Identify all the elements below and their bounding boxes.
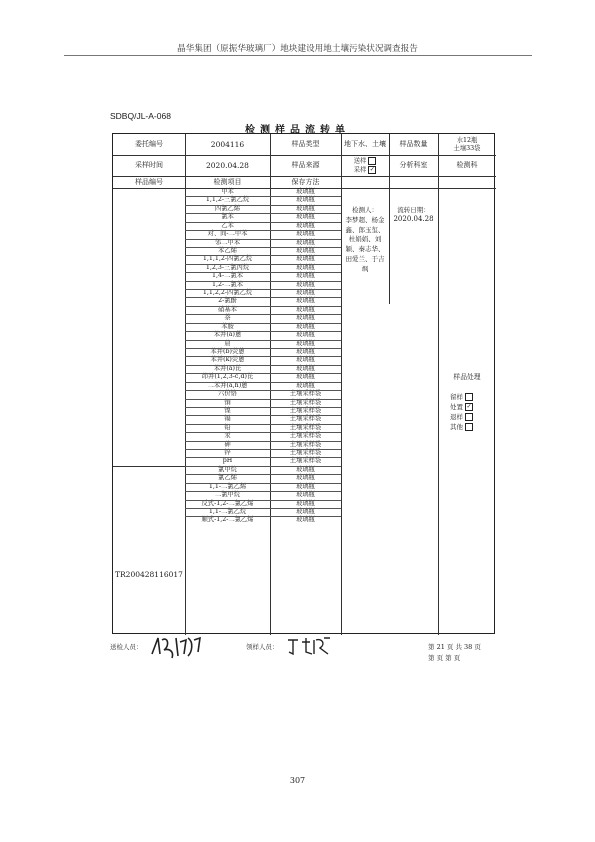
sample-qty-value (438, 134, 496, 155)
row-divider (185, 247, 341, 248)
test-item-row (185, 213, 341, 221)
test-item-row (185, 348, 341, 356)
disposal-option (450, 422, 496, 432)
test-item-row (185, 432, 341, 440)
test-item-row (185, 441, 341, 449)
testers-label: 检测人： (352, 206, 378, 214)
test-item-name: 1,1,2-三氯乙烷 (205, 196, 250, 204)
disposal-checkbox[interactable] (465, 413, 473, 421)
test-item-storage: 玻璃瓶 (296, 289, 315, 297)
sample-source-label: 样品来源 (291, 161, 320, 170)
test-item-storage: 玻璃瓶 (296, 381, 315, 389)
row-divider (185, 432, 341, 433)
sample-group-divider (113, 466, 185, 467)
disposal-option-label: 退样 (450, 413, 463, 421)
row-divider (185, 196, 341, 197)
test-item-storage: 玻璃瓶 (296, 230, 315, 238)
test-item-storage: 玻璃瓶 (296, 280, 315, 288)
test-item-storage: 玻璃瓶 (296, 347, 315, 355)
test-item-storage: 玻璃瓶 (296, 331, 315, 339)
row-divider (185, 222, 341, 223)
sample-number: TR200428116017 (115, 569, 183, 579)
sampling-time-value: 2020.04.28 (206, 161, 249, 170)
sender-signature-drawing (148, 632, 204, 660)
test-item-storage: 玻璃瓶 (296, 356, 315, 364)
disposal-option (450, 412, 496, 422)
test-item-storage: 玻璃瓶 (296, 255, 315, 263)
test-item-row (185, 323, 341, 331)
test-item-name: 苯并(a)蒽 (213, 331, 242, 339)
test-item-storage: 玻璃瓶 (296, 482, 315, 490)
sample-transfer-form (112, 133, 495, 634)
test-item-storage: 玻璃瓶 (296, 499, 315, 507)
test-item-name: 氯甲烷 (218, 465, 237, 473)
test-item-storage: 玻璃瓶 (296, 204, 315, 212)
test-item-storage: 玻璃瓶 (296, 474, 315, 482)
row-divider (185, 255, 341, 256)
test-item-name: 镉 (224, 415, 231, 423)
row-divider (185, 365, 341, 366)
test-item-storage: 玻璃瓶 (296, 465, 315, 473)
test-item-storage: 玻璃瓶 (296, 507, 315, 515)
test-item-name: 苯并(b)荧蒽 (210, 347, 245, 355)
row-divider (185, 213, 341, 214)
row-divider (185, 407, 341, 408)
test-item-name: 甲苯 (221, 188, 234, 195)
row-divider (185, 340, 341, 341)
row-divider (185, 415, 341, 416)
row-divider (185, 306, 341, 307)
page-number: 307 (289, 776, 306, 785)
test-item-name: 硝基苯 (218, 305, 237, 313)
test-item-row (185, 340, 341, 348)
copy-info: 第 页 第 页 (428, 654, 461, 662)
test-item-name: 苯乙烯 (218, 246, 237, 254)
test-item-storage: 玻璃瓶 (296, 238, 315, 246)
test-item-name: 苯并(a)芘 (213, 364, 242, 372)
test-item-name: 铜 (224, 398, 231, 406)
row-divider (185, 239, 341, 240)
test-item-name: 1,1,1,2-四氯乙烷 (202, 255, 253, 263)
test-item-row (185, 466, 341, 474)
page-header: 晶华集团（原振华玻璃厂）地块建设用地土壤污染状况调查报告 (177, 44, 418, 54)
row-divider (185, 323, 341, 324)
row-divider (185, 466, 341, 467)
sample-qty-soil: 土壤33袋 (453, 144, 481, 152)
test-item-storage: 玻璃瓶 (296, 188, 315, 195)
transfer-date-value: 2020.04.28 (393, 215, 434, 224)
test-item-name: 萘 (224, 314, 231, 322)
source-sent-option: 送样 (354, 157, 377, 165)
disposal-options (450, 392, 496, 432)
test-item-name: 1,1,2,2-四氯乙烷 (202, 289, 253, 297)
test-item-name: 六价铬 (218, 390, 237, 398)
test-item-storage: 玻璃瓶 (296, 213, 315, 221)
test-item-storage: 玻璃瓶 (296, 373, 315, 381)
source-sampled-checkbox[interactable]: ✓ (369, 165, 375, 173)
row-divider (185, 264, 341, 265)
test-item-row (185, 314, 341, 322)
document-code: SDBQ/JL-A-068 (110, 111, 171, 121)
test-item-storage: 土壤采样袋 (289, 432, 322, 440)
row-divider (185, 500, 341, 501)
test-item-storage: 玻璃瓶 (296, 491, 315, 499)
header-divider (64, 55, 532, 56)
client-no-label: 委托编号 (135, 140, 163, 149)
test-item-name: 氯苯 (221, 213, 234, 221)
receiver-signature (284, 634, 334, 662)
test-item-row (185, 483, 341, 491)
test-item-storage: 玻璃瓶 (296, 322, 315, 330)
test-item-row (185, 415, 341, 423)
test-item-row (185, 516, 341, 524)
row-divider (185, 272, 341, 273)
test-item-name: 镍 (224, 406, 231, 414)
sampling-time-label: 采样时间 (135, 161, 163, 170)
test-item-name: 砷 (224, 440, 231, 448)
receiver-signature-drawing (284, 634, 334, 658)
test-item-storage: 玻璃瓶 (296, 305, 315, 313)
test-item-storage: 玻璃瓶 (296, 516, 315, 524)
analysis-room-label: 分析科室 (399, 161, 428, 170)
test-item-name: 邻二甲苯 (214, 238, 241, 246)
test-item-storage: 土壤采样袋 (289, 390, 322, 398)
test-item-name: 对、间-二甲苯 (207, 230, 248, 238)
test-item-name: 二氯甲烷 (214, 491, 241, 499)
test-item-row (185, 424, 341, 432)
sample-qty-water: 水12瓶 (456, 136, 478, 144)
test-item-row (185, 281, 341, 289)
row-divider (185, 297, 341, 298)
test-item-name: 1,1-二氯乙烷 (208, 507, 247, 515)
test-item-row (185, 205, 341, 213)
test-item-name: 1,2,3-三氯丙烷 (205, 263, 250, 271)
test-item-row (185, 457, 341, 465)
receiver-label: 领样人员： (246, 643, 279, 651)
analysis-room-value: 检测科 (456, 161, 478, 170)
transfer-date-label: 流转日期： (397, 206, 430, 214)
test-item-row (185, 390, 341, 398)
test-item-name: 茚并(1,2,3-c,d)芘 (201, 373, 254, 381)
test-item-row (185, 222, 341, 230)
sample-no-header: 样品编号 (135, 177, 163, 186)
test-item-name: 顺式-1,2-二氯乙烯 (201, 516, 254, 524)
test-item-name: 汞 (224, 432, 231, 440)
test-item-row (185, 272, 341, 280)
testers-names: 李梦超、杨金鑫、郎玉玺、杜娟娟、刘颖、秦志华、田爱兰、于吉飒 (345, 215, 385, 273)
test-item-row (185, 239, 341, 247)
test-item-storage: 玻璃瓶 (296, 314, 315, 322)
test-item-row (185, 356, 341, 364)
test-item-storage: 玻璃瓶 (296, 263, 315, 271)
test-item-header: 检测项目 (213, 177, 242, 186)
test-item-storage: 玻璃瓶 (296, 364, 315, 372)
row-divider (185, 424, 341, 425)
row-divider (185, 373, 341, 374)
sample-type-value: 地下水、土壤 (344, 140, 386, 149)
test-item-storage: 土壤采样袋 (289, 423, 322, 431)
disposal-checkbox[interactable] (465, 423, 473, 431)
test-item-name: 苯并(k)荧蒽 (210, 356, 245, 364)
test-item-row (185, 331, 341, 339)
test-item-row (185, 264, 341, 272)
row-divider (185, 491, 341, 492)
page-info: 第 21 页 共 38 页 (428, 643, 481, 651)
test-item-name: 䓛 (224, 339, 231, 347)
row-divider (185, 516, 341, 517)
test-item-row (185, 491, 341, 499)
disposal-checkbox[interactable] (465, 393, 473, 401)
test-item-storage: 玻璃瓶 (296, 297, 315, 305)
test-item-name: 铅 (224, 423, 231, 431)
row-divider (185, 382, 341, 383)
test-item-storage: 土壤采样袋 (289, 457, 322, 465)
client-no-value: 2004116 (210, 140, 245, 149)
row-divider (185, 483, 341, 484)
disposal-option-label: 处置 (450, 403, 463, 411)
test-item-row (185, 399, 341, 407)
test-item-row (185, 382, 341, 390)
sender-label: 送检人员： (110, 643, 143, 651)
test-item-name: 2-氯酚 (218, 297, 237, 305)
test-item-row (185, 196, 341, 204)
row-divider (185, 205, 341, 206)
test-item-name: 锌 (224, 449, 231, 457)
row-divider (185, 474, 341, 475)
test-item-name: 1,1-二氯乙烯 (208, 482, 247, 490)
test-item-storage: 玻璃瓶 (296, 339, 315, 347)
test-item-name: 1,2-二氯苯 (211, 280, 244, 288)
row-divider (185, 331, 341, 332)
sender-signature (148, 632, 204, 664)
test-item-row (185, 297, 341, 305)
sample-type-label: 样品类型 (291, 140, 320, 149)
row-divider (185, 356, 341, 357)
test-item-name: 苯胺 (221, 322, 234, 330)
test-item-row (185, 230, 341, 238)
test-item-storage: 玻璃瓶 (296, 272, 315, 280)
row-divider (185, 314, 341, 315)
test-item-row (185, 500, 341, 508)
test-item-storage: 土壤采样袋 (289, 398, 322, 406)
test-item-storage: 土壤采样袋 (289, 449, 322, 457)
test-item-name: 四氯乙烯 (214, 204, 241, 212)
test-item-storage: 土壤采样袋 (289, 440, 322, 448)
transfer-date-block (389, 206, 438, 232)
test-item-storage: 玻璃瓶 (296, 196, 315, 204)
test-item-row (185, 306, 341, 314)
test-item-name: pH (222, 457, 233, 465)
sample-source-options (341, 155, 389, 176)
row-divider (185, 348, 341, 349)
row-divider (185, 281, 341, 282)
row-divider (185, 230, 341, 231)
source-sampled-option: 采样 ✓ (353, 165, 375, 173)
row-divider (185, 289, 341, 290)
test-item-name: 反式-1,2-二氯乙烯 (201, 499, 254, 507)
test-item-name: 二苯并(a,h)蒽 (207, 381, 248, 389)
test-item-row (185, 373, 341, 381)
form-title: 检测样品流转单 (245, 125, 350, 136)
row-divider (185, 390, 341, 391)
disposal-option-label: 其他 (450, 423, 463, 431)
test-item-row (185, 365, 341, 373)
test-item-name: 1,4-二氯苯 (211, 272, 244, 280)
test-item-storage: 玻璃瓶 (296, 221, 315, 229)
row-divider (185, 449, 341, 450)
disposal-option (450, 402, 496, 412)
source-sent-checkbox[interactable] (368, 157, 376, 165)
sample-qty-label: 样品数量 (399, 140, 428, 149)
test-item-row (185, 255, 341, 263)
test-item-row (185, 289, 341, 297)
row-divider (185, 441, 341, 442)
testers-block (341, 206, 389, 286)
storage-header: 保存方法 (291, 177, 320, 186)
test-item-name: 氯乙烯 (218, 474, 237, 482)
disposal-option (450, 392, 496, 402)
test-item-row (185, 474, 341, 482)
disposal-option-label: 留样 (450, 393, 463, 401)
row-divider (185, 508, 341, 509)
disposal-checkbox[interactable]: ✓ (466, 403, 472, 410)
row-divider (185, 399, 341, 400)
test-item-name: 乙苯 (221, 221, 234, 229)
test-item-storage: 土壤采样袋 (289, 406, 322, 414)
test-item-storage: 玻璃瓶 (296, 246, 315, 254)
disposal-label: 样品处理 (453, 372, 481, 381)
row-divider (185, 457, 341, 458)
test-item-storage: 土壤采样袋 (289, 415, 322, 423)
